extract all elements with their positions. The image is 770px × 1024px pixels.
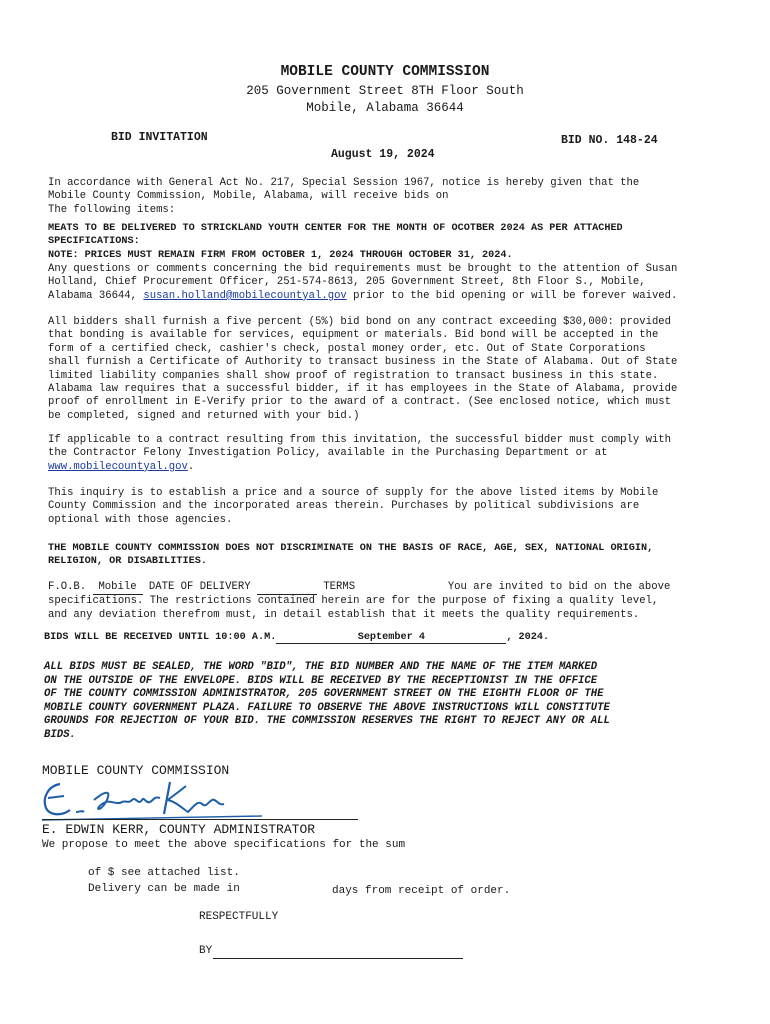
signatory-name: E. EDWIN KERR, COUNTY ADMINISTRATOR — [42, 822, 316, 837]
delivery-date-blank — [257, 581, 317, 595]
instructions-line: GROUNDS FOR REJECTION OF YOUR BID. THE COMMISSION RESERVES THE RIGHT TO REJECT ANY OR ALL — [44, 715, 610, 728]
by-signature-blank[interactable] — [213, 958, 463, 959]
bond-line: form of a certified check, cashier's check, postal money order, etc. Out of State Corporations — [48, 342, 646, 355]
fob-value: Mobile — [93, 581, 143, 595]
fob-line: and any deviation therefrom must, in detail establish that it meets the quality requirements. — [48, 608, 640, 621]
bid-number: BID NO. 148-24 — [561, 134, 658, 147]
fob-line — [48, 581, 724, 595]
price-note: NOTE: PRICES MUST REMAIN FIRM FROM OCTOBER 1, 2024 THROUGH OCTOBER 31, 2024. — [48, 249, 513, 261]
header-org: MOBILE COUNTY COMMISSION — [280, 64, 490, 80]
felony-line: If applicable to a contract resulting from this invitation, the successful bidder must comply with — [48, 434, 672, 446]
proposal-sum: of $ see attached list. — [88, 867, 240, 879]
fob-invited-text: You are invited to bid on the above — [447, 581, 671, 593]
felony-text: . — [187, 460, 195, 473]
instructions-paragraph — [44, 661, 724, 743]
nondiscrimination-paragraph — [48, 542, 724, 569]
questions-line: Any questions or comments concerning the bid requirements must be brought to the attention of Susan — [48, 263, 678, 275]
questions-text: prior to the bid opening or will be forever waived. — [346, 289, 678, 302]
intro-paragraph — [48, 177, 724, 217]
inquiry-paragraph — [48, 487, 724, 527]
inquiry-line: optional with those agencies. — [48, 513, 233, 526]
deadline-year: , 2024. — [506, 632, 550, 643]
signature-line — [42, 819, 358, 820]
questions-line: Holland, Chief Procurement Officer, 251-574-8613, 205 Government Street, 8th Floor S., Mobile, — [48, 276, 646, 289]
delivery-days-label: Delivery can be made in — [88, 883, 240, 895]
bond-line: that bonding is available for services, equipment or materials. Bid bond will be accepted in the — [48, 329, 659, 342]
handwritten-signature — [36, 776, 266, 822]
fob-paragraph — [48, 581, 724, 622]
terms-label: TERMS — [323, 581, 356, 593]
deadline-line — [44, 632, 549, 644]
bond-paragraph — [48, 316, 724, 423]
inquiry-line: County Commission and the incorporated areas therein. Purchases by political subdivisions are — [48, 500, 640, 513]
delivery-days-suffix: days from receipt of order. — [332, 885, 511, 897]
signature-org: MOBILE COUNTY COMMISSION — [42, 763, 230, 778]
felony-line: the Contractor Felony Investigation Policy, available in the Purchasing Department or at — [48, 447, 608, 460]
bid-date: August 19, 2024 — [331, 148, 435, 161]
respectfully-label: RESPECTFULLY — [199, 911, 279, 923]
items-line: SPECIFICATIONS: — [48, 236, 140, 248]
instructions-line: ALL BIDS MUST BE SEALED, THE WORD "BID", THE BID NUMBER AND THE NAME OF THE ITEM MARKED — [44, 661, 598, 673]
felony-policy-paragraph — [48, 434, 724, 474]
instructions-line: ON THE OUTSIDE OF THE ENVELOPE. BIDS WILL BE RECEIVED BY THE RECEPTIONIST IN THE OFFICE — [44, 674, 598, 687]
header-address-line1: 205 Government Street 8TH Floor South — [246, 84, 524, 98]
website-link[interactable]: www.mobilecountyal.gov — [48, 460, 188, 473]
delivery-date-label: DATE OF DELIVERY — [148, 581, 251, 593]
bond-line: proof of enrollment in E-Verify prior to the award of a contract. (See enclosed notice, which must — [48, 396, 672, 409]
terms-blank — [361, 581, 441, 594]
fob-line: specifications. The restrictions contained herein are for the purpose of fixing a quality level, — [48, 595, 659, 608]
bond-line: Alabama law requires that a successful bidder, if it has employees in the State of Alabama, provide — [48, 383, 678, 396]
instructions-line: BIDS. — [44, 728, 76, 741]
instructions-line: OF THE COUNTY COMMISSION ADMINISTRATOR, 205 GOVERNMENT STREET ON THE EIGHTH FLOOR OF THE — [44, 688, 604, 701]
intro-line: The following items: — [48, 203, 176, 216]
fob-label: F.O.B. — [48, 581, 87, 593]
questions-paragraph — [48, 263, 724, 303]
by-label: BY — [199, 945, 213, 957]
intro-line: In accordance with General Act No. 217, Special Session 1967, notice is hereby given that the — [48, 177, 640, 189]
questions-text: Alabama 36644, — [48, 289, 144, 302]
nondiscrimination-line: THE MOBILE COUNTY COMMISSION DOES NOT DISCRIMINATE ON THE BASIS OF RACE, AGE, SEX, NATIONAL ORIGIN, — [48, 543, 654, 554]
instructions-line: MOBILE COUNTY GOVERNMENT PLAZA. FAILURE TO OBSERVE THE ABOVE INSTRUCTIONS WILL CONSTITUTE — [44, 701, 610, 714]
intro-line: Mobile County Commission, Mobile, Alabama, will receive bids on — [48, 190, 449, 203]
bond-line: limited liability companies shall show proof of registration to transact business in this state. — [48, 369, 659, 382]
items-line: MEATS TO BE DELIVERED TO STRICKLAND YOUTH CENTER FOR THE MONTH OF OCOTBER 2024 AS PER ATTACHED — [48, 223, 623, 234]
bid-invitation-label: BID INVITATION — [111, 131, 208, 144]
bond-line: All bidders shall furnish a five percent (5%) bid bond on any contract exceeding $30,000: provided — [48, 316, 672, 328]
questions-line — [48, 290, 724, 303]
deadline-date: September 4 — [276, 632, 506, 644]
header-address-line2: Mobile, Alabama 36644 — [306, 101, 464, 115]
items-paragraph — [48, 222, 724, 262]
felony-line — [48, 461, 724, 474]
proposal-line: We propose to meet the above specifications for the sum — [42, 839, 406, 851]
bond-line: be completed, signed and returned with your bid.) — [48, 409, 360, 422]
bond-line: shall furnish a Certificate of Authority to transact business in the State of Alabama. Out of State — [48, 356, 678, 369]
deadline-label: BIDS WILL BE RECEIVED UNTIL 10:00 A.M. — [44, 632, 277, 643]
inquiry-line: This inquiry is to establish a price and a source of supply for the above listed items by Mobile — [48, 487, 659, 499]
email-link[interactable]: susan.holland@mobilecountyal.gov — [143, 289, 347, 302]
nondiscrimination-line: RELIGION, OR DISABILITIES. — [48, 556, 207, 568]
